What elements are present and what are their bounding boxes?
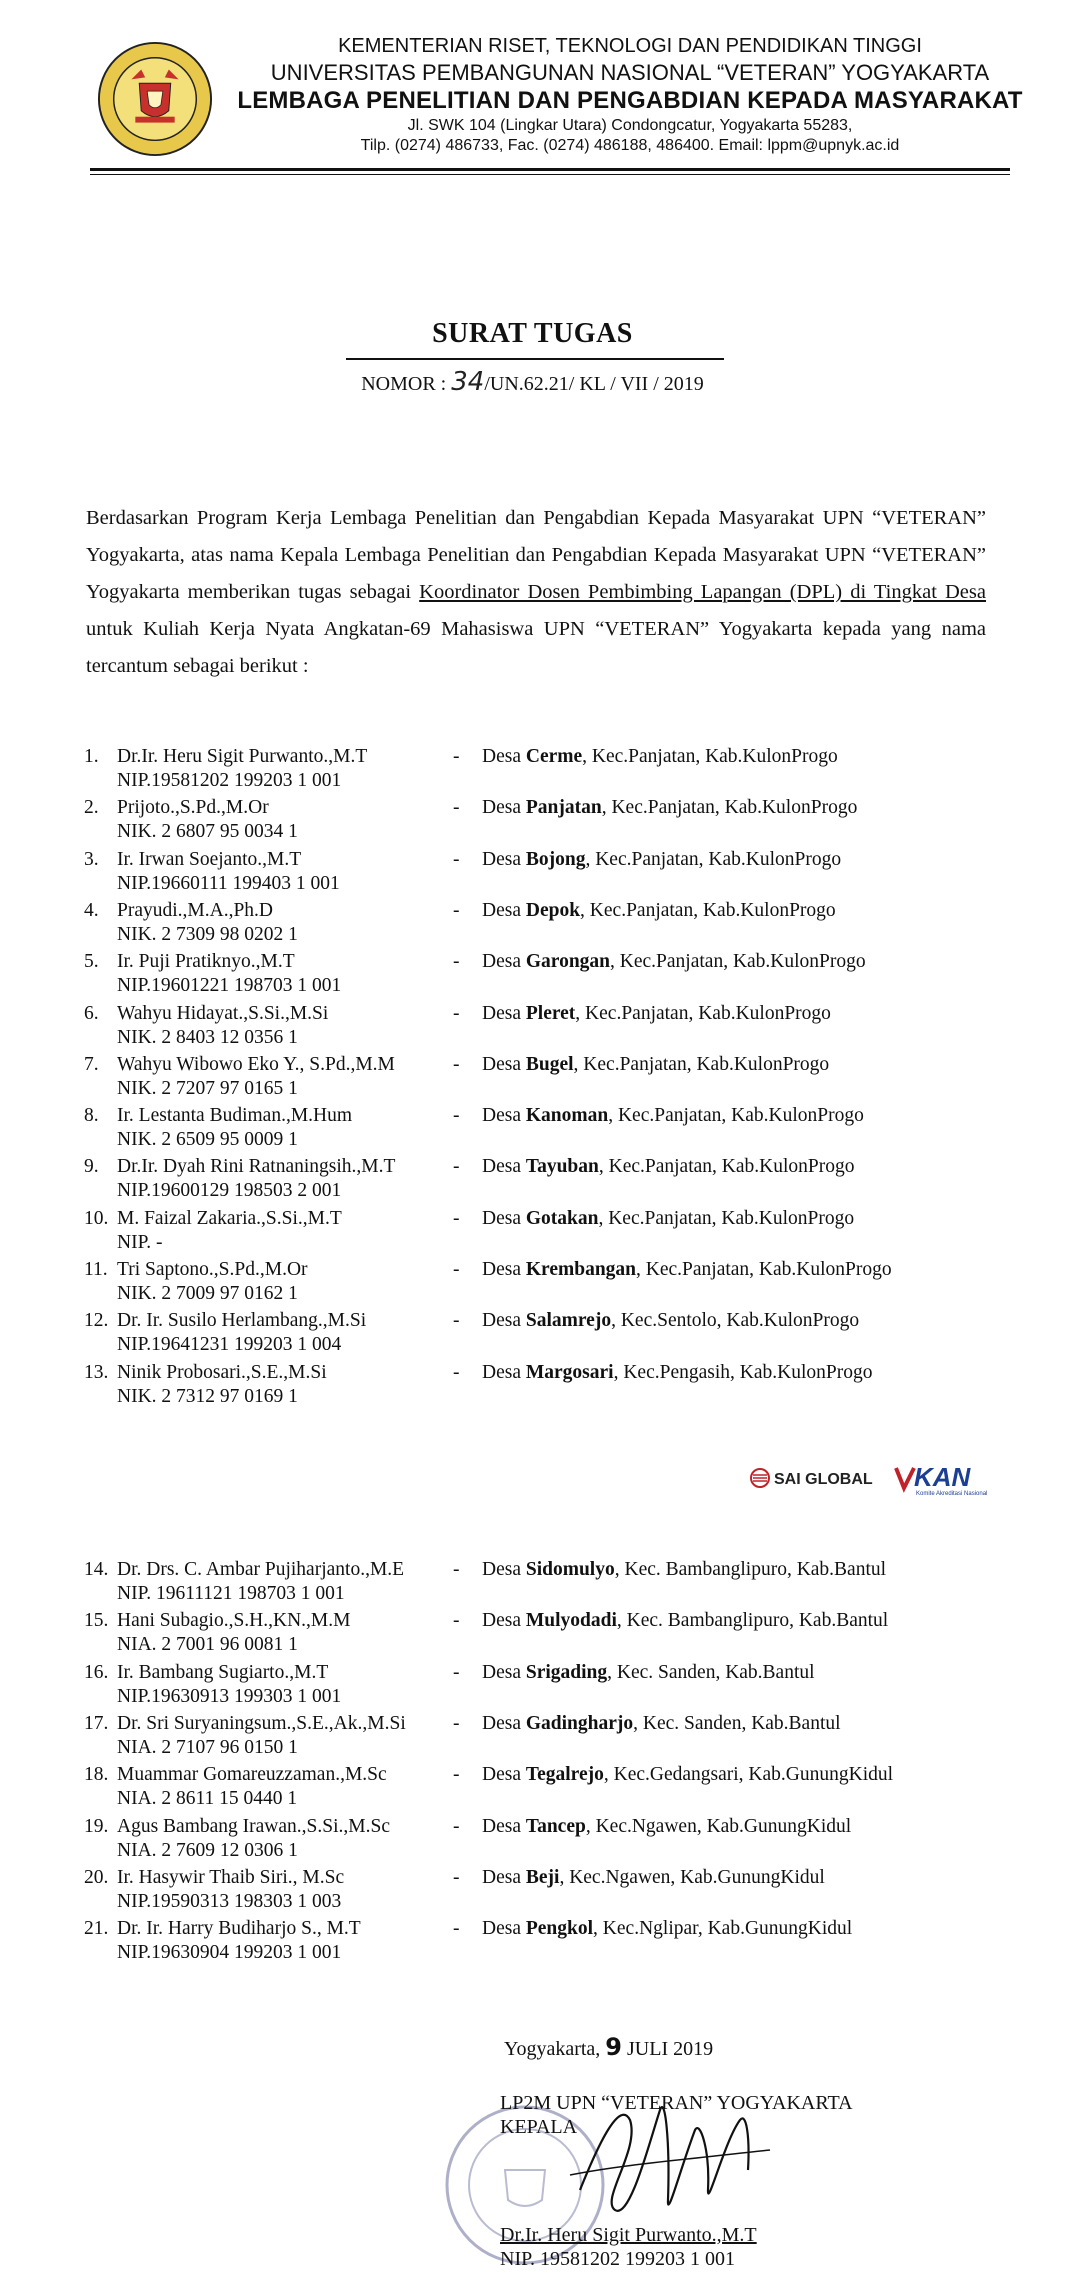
separator: -: [453, 1712, 460, 1734]
village-location: , Kec.Ngawen, Kab.GunungKidul: [585, 1815, 852, 1837]
lecturer-id: NIK. 2 7009 97 0162 1: [117, 1283, 298, 1304]
separator: -: [453, 1918, 460, 1940]
item-number: 21.: [84, 1918, 109, 1940]
list-item: [0, 899, 1065, 951]
lecturer-name: M. Faizal Zakaria.,S.Si.,M.T: [117, 1207, 342, 1229]
village-name: Bojong: [525, 848, 586, 870]
lecturer-id: NIK. 2 6807 95 0034 1: [117, 821, 298, 843]
certification-logos: [748, 1458, 993, 1498]
village-name: Gotakan: [525, 1207, 599, 1229]
separator: -: [453, 746, 460, 767]
item-number: 18.: [84, 1764, 109, 1786]
village-name: Pengkol: [525, 1918, 594, 1940]
list-item: [0, 1763, 1065, 1815]
lecturer-name: Ir. Puji Pratiknyo.,M.T: [117, 951, 295, 973]
lecturer-id: NIA. 2 7609 12 0306 1: [117, 1839, 298, 1861]
handwritten-signature: [560, 2080, 790, 2230]
item-number: 1.: [84, 746, 99, 767]
list-item: [0, 1309, 1065, 1361]
village-name: Pleret: [525, 1002, 576, 1024]
separator: -: [453, 1559, 460, 1580]
lecturer-name: Dr. Ir. Harry Budiharjo S., M.T: [117, 1918, 361, 1940]
village-name: Panjatan: [525, 797, 602, 819]
university-logo: [96, 40, 214, 158]
item-number: 16.: [84, 1661, 109, 1683]
village-location: , Kec.Pengasih, Kab.KulonProgo: [613, 1361, 873, 1383]
village-location: , Kec. Bambanglipuro, Kab.Bantul: [614, 1559, 887, 1580]
list-item: [0, 1002, 1065, 1054]
village-location: , Kec.Panjatan, Kab.KulonProgo: [601, 797, 858, 819]
village-assignment: Desa Beji, Kec.Ngawen, Kab.GunungKidul: [482, 1866, 825, 1888]
lecturer-name: Dr. Sri Suryaningsum.,S.E.,Ak.,M.Si: [117, 1712, 406, 1734]
village-name: Tayuban: [525, 1156, 599, 1178]
village-name: Salamrejo: [525, 1310, 612, 1332]
item-number: 5.: [84, 951, 99, 973]
lecturer-name: Ninik Probosari.,S.E.,M.Si: [117, 1361, 327, 1383]
village-location: , Kec.Panjatan, Kab.KulonProgo: [636, 1259, 892, 1280]
lecturer-id: NIA. 2 7001 96 0081 1: [117, 1634, 298, 1656]
separator: -: [453, 1259, 460, 1280]
letterhead-rule-thick: [90, 168, 1010, 171]
item-number: 13.: [84, 1361, 109, 1383]
village-assignment: Desa Margosari, Kec.Pengasih, Kab.KulonProgo: [482, 1361, 873, 1383]
item-number: 8.: [84, 1105, 99, 1127]
village-name: Mulyodadi: [525, 1610, 617, 1632]
village-location: , Kec. Bambanglipuro, Kab.Bantul: [616, 1610, 889, 1632]
village-assignment: Desa Salamrejo, Kec.Sentolo, Kab.KulonProgo: [482, 1310, 860, 1332]
address: Jl. SWK 104 (Lingkar Utara) Condongcatur, Yogyakarta 55283,: [407, 117, 853, 134]
list-item: [0, 1258, 1065, 1310]
separator: -: [453, 1361, 460, 1383]
list-item: [0, 1661, 1065, 1713]
item-number: 9.: [84, 1156, 99, 1178]
lecturer-name: Dr.Ir. Heru Sigit Purwanto.,M.T: [117, 746, 368, 767]
lecturer-id: NIP.19581202 199203 1 001: [117, 770, 342, 791]
lecturer-name: Agus Bambang Irawan.,S.Si.,M.Sc: [117, 1815, 390, 1837]
village-location: , Kec.Panjatan, Kab.KulonProgo: [585, 848, 842, 870]
item-number: 3.: [84, 848, 99, 870]
lecturer-name: Ir. Bambang Sugiarto.,M.T: [117, 1661, 329, 1683]
lecturer-id: NIP.19601221 198703 1 001: [117, 975, 342, 997]
sign-title: KEPALA: [500, 2116, 578, 2138]
list-item: [0, 950, 1065, 1002]
kan-subtitle: Komite Akreditasi Nasional: [916, 1491, 988, 1497]
village-name: Krembangan: [525, 1259, 637, 1280]
village-assignment: Desa Gotakan, Kec.Panjatan, Kab.KulonProgo: [482, 1207, 855, 1229]
village-location: , Kec. Sanden, Kab.Bantul: [607, 1661, 815, 1683]
village-location: , Kec.Nglipar, Kab.GunungKidul: [593, 1918, 853, 1940]
village-name: Tegalrejo: [525, 1764, 604, 1786]
lecturer-name: Ir. Lestanta Budiman.,M.Hum: [117, 1105, 353, 1127]
list-item: [0, 1361, 1065, 1413]
assignment-role: Koordinator Dosen Pembimbing Lapangan (DPL) di Tingkat Desa: [419, 581, 986, 603]
separator: -: [453, 1764, 460, 1786]
separator: -: [453, 951, 460, 973]
letterhead-text: [230, 34, 1030, 156]
list-item: [0, 1207, 1065, 1259]
separator: -: [453, 848, 460, 870]
village-name: Beji: [525, 1866, 560, 1888]
lecturer-name: Ir. Hasywir Thaib Siri., M.Sc: [117, 1866, 345, 1888]
list-item: [0, 1053, 1065, 1105]
lecturer-name: Dr.Ir. Dyah Rini Ratnaningsih.,M.T: [117, 1156, 396, 1178]
title-underline: [346, 358, 724, 360]
lecturer-id: NIP.19630904 199203 1 001: [117, 1942, 342, 1964]
village-name: Srigading: [525, 1661, 608, 1683]
letterhead: [0, 0, 1065, 180]
item-number: 19.: [84, 1815, 109, 1837]
separator: -: [453, 1002, 460, 1024]
list-item: [0, 848, 1065, 900]
village-location: , Kec. Sanden, Kab.Bantul: [633, 1712, 841, 1734]
item-number: 12.: [84, 1310, 109, 1332]
item-number: 6.: [84, 1002, 99, 1024]
village-assignment: Desa Bojong, Kec.Panjatan, Kab.KulonProgo: [482, 848, 842, 870]
village-location: , Kec.Ngawen, Kab.GunungKidul: [559, 1866, 825, 1888]
separator: -: [453, 1105, 460, 1127]
village-location: , Kec.Panjatan, Kab.KulonProgo: [598, 1207, 855, 1229]
separator: -: [453, 797, 460, 819]
lecturer-id: NIP.19641231 199203 1 004: [117, 1334, 342, 1356]
letter-number-handwritten: 34: [451, 367, 485, 397]
document-title: SURAT TUGAS: [432, 318, 633, 349]
list-item: [0, 745, 1065, 797]
separator: -: [453, 899, 460, 921]
separator: -: [453, 1310, 460, 1332]
item-number: 4.: [84, 899, 99, 921]
village-name: Gadingharjo: [525, 1712, 634, 1734]
lecturer-id: NIA. 2 8611 15 0440 1: [117, 1788, 298, 1810]
village-location: , Kec.Panjatan, Kab.KulonProgo: [575, 1002, 831, 1024]
village-name: Kanoman: [525, 1105, 609, 1127]
university-name: UNIVERSITAS PEMBANGUNAN NASIONAL “VETERAN” YOGYAKARTA: [270, 60, 990, 85]
village-assignment: Desa Kanoman, Kec.Panjatan, Kab.KulonProgo: [482, 1105, 864, 1127]
lecturer-name: Ir. Irwan Soejanto.,M.T: [117, 848, 302, 870]
village-location: , Kec.Panjatan, Kab.KulonProgo: [580, 899, 836, 921]
separator: -: [453, 1866, 460, 1888]
lecturer-name: Wahyu Hidayat.,S.Si.,M.Si: [117, 1002, 329, 1024]
lecturer-name: Tri Saptono.,S.Pd.,M.Or: [117, 1259, 308, 1280]
lecturer-name: Prijoto.,S.Pd.,M.Or: [117, 797, 269, 819]
lecturer-id: NIK. 2 6509 95 0009 1: [117, 1129, 298, 1151]
list-item: [0, 1917, 1065, 1969]
lecturer-id: NIA. 2 7107 96 0150 1: [117, 1736, 298, 1758]
item-number: 7.: [84, 1053, 99, 1075]
letter-number-prefix: NOMOR :: [361, 373, 452, 395]
sign-organization: LP2M UPN “VETERAN” YOGYAKARTA: [500, 2092, 853, 2114]
village-assignment: Desa Depok, Kec.Panjatan, Kab.KulonProgo: [482, 899, 836, 921]
village-assignment: Desa Panjatan, Kec.Panjatan, Kab.KulonProgo: [482, 797, 858, 819]
separator: -: [453, 1156, 460, 1178]
intro-paragraph: Berdasarkan Program Kerja Lembaga Penelitian dan Pengabdian Kepada Masyarakat UPN “VETERAN” Yogyakarta, atas nama Kepala Lembaga Penelitian dan Pengabdian Kepada Masyarakat UPN “VETERAN” Yogyakarta memberikan tugas sebagai Koordinator Dosen Pembimbing Lapangan (DPL) di Tingkat Desa untuk Kuliah Kerja Nyata Angkatan-69 Mahasiswa UPN “VETERAN” Yogyakarta kepada yang nama tercantum sebagai berikut :: [86, 507, 986, 677]
lecturer-name: Dr. Ir. Susilo Herlambang.,M.Si: [117, 1310, 367, 1332]
lecturer-id: NIP.19630913 199303 1 001: [117, 1685, 342, 1707]
kan-logo: [896, 1462, 987, 1497]
village-assignment: Desa Garongan, Kec.Panjatan, Kab.KulonProgo: [482, 951, 866, 973]
list-item: [0, 796, 1065, 848]
village-assignment: Desa Sidomulyo, Kec. Bambanglipuro, Kab.Bantul: [482, 1559, 887, 1580]
ministry-name: KEMENTERIAN RISET, TEKNOLOGI DAN PENDIDIKAN TINGGI: [338, 35, 922, 57]
list-item: [0, 1558, 1065, 1610]
kan-text: KAN: [914, 1462, 971, 1492]
lecturer-name: Hani Subagio.,S.H.,KN.,M.M: [117, 1610, 351, 1632]
separator: -: [453, 1661, 460, 1683]
list-item: [0, 1712, 1065, 1764]
signatory-name: Dr.Ir. Heru Sigit Purwanto.,M.T: [500, 2224, 757, 2246]
signatory-nip: NIP. 19581202 199203 1 001: [500, 2248, 736, 2270]
lecturer-name: Dr. Drs. C. Ambar Pujiharjanto.,M.E: [117, 1559, 405, 1580]
village-assignment: Desa Tayuban, Kec.Panjatan, Kab.KulonProgo: [482, 1156, 855, 1178]
sai-global-text: SAI GLOBAL: [774, 1471, 873, 1488]
lecturer-id: NIK. 2 7312 97 0169 1: [117, 1385, 298, 1407]
list-item: [0, 1609, 1065, 1661]
item-number: 20.: [84, 1866, 109, 1888]
item-number: 10.: [84, 1207, 109, 1229]
village-assignment: Desa Tancep, Kec.Ngawen, Kab.GunungKidul: [482, 1815, 852, 1837]
village-location: , Kec.Panjatan, Kab.KulonProgo: [573, 1053, 830, 1075]
lecturer-name: Muammar Gomareuzzaman.,M.Sc: [117, 1764, 387, 1786]
village-assignment: Desa Gadingharjo, Kec. Sanden, Kab.Bantul: [482, 1712, 841, 1734]
list-item: [0, 1815, 1065, 1867]
item-number: 14.: [84, 1559, 109, 1580]
institute-name: LEMBAGA PENELITIAN DAN PENGABDIAN KEPADA MASYARAKAT: [237, 87, 1023, 114]
letter-number-suffix: /UN.62.21/ KL / VII / 2019: [484, 373, 704, 395]
village-assignment: Desa Cerme, Kec.Panjatan, Kab.KulonProgo: [482, 746, 838, 767]
separator: -: [453, 1207, 460, 1229]
village-assignment: Desa Mulyodadi, Kec. Bambanglipuro, Kab.Bantul: [482, 1610, 889, 1632]
item-number: 15.: [84, 1610, 109, 1632]
item-number: 11.: [84, 1259, 108, 1280]
list-item: [0, 1104, 1065, 1156]
separator: -: [453, 1053, 460, 1075]
village-name: Garongan: [525, 951, 611, 973]
separator: -: [453, 1610, 460, 1632]
item-number: 2.: [84, 797, 99, 819]
sign-place-date: Yogyakarta, 9 JULI 2019: [504, 2033, 714, 2061]
lecturer-id: NIP. -: [117, 1231, 163, 1253]
lecturer-id: NIP.19590313 198303 1 003: [117, 1890, 342, 1912]
sign-day-handwritten: 9: [605, 2033, 622, 2061]
village-assignment: Desa Pengkol, Kec.Nglipar, Kab.GunungKidul: [482, 1918, 853, 1940]
lecturer-id: NIP.19660111 199403 1 001: [117, 872, 340, 894]
sai-global-logo: [751, 1469, 873, 1488]
lecturer-id: NIP. 19611121 198703 1 001: [117, 1583, 345, 1604]
village-location: , Kec.Sentolo, Kab.KulonProgo: [611, 1310, 860, 1332]
village-location: , Kec.Panjatan, Kab.KulonProgo: [610, 951, 866, 973]
village-assignment: Desa Krembangan, Kec.Panjatan, Kab.KulonProgo: [482, 1259, 892, 1280]
village-location: , Kec.Gedangsari, Kab.GunungKidul: [603, 1764, 894, 1786]
lecturer-id: NIP.19600129 198503 2 001: [117, 1180, 342, 1202]
village-assignment: Desa Srigading, Kec. Sanden, Kab.Bantul: [482, 1661, 815, 1683]
lecturer-name: Prayudi.,M.A.,Ph.D: [117, 899, 274, 921]
village-name: Depok: [525, 899, 581, 921]
lecturer-id: NIK. 2 7309 98 0202 1: [117, 923, 298, 945]
lecturer-id: NIK. 2 7207 97 0165 1: [117, 1077, 298, 1099]
item-number: 17.: [84, 1712, 109, 1734]
village-location: , Kec.Panjatan, Kab.KulonProgo: [582, 746, 838, 767]
village-assignment: Desa Pleret, Kec.Panjatan, Kab.KulonProgo: [482, 1002, 831, 1024]
lecturer-id: NIK. 2 8403 12 0356 1: [117, 1026, 298, 1048]
village-name: Tancep: [525, 1815, 586, 1837]
village-name: Margosari: [525, 1361, 614, 1383]
village-name: Bugel: [525, 1053, 574, 1075]
letter-number: [0, 367, 1065, 397]
village-assignment: Desa Bugel, Kec.Panjatan, Kab.KulonProgo: [482, 1053, 830, 1075]
village-location: , Kec.Panjatan, Kab.KulonProgo: [598, 1156, 855, 1178]
separator: -: [453, 1815, 460, 1837]
contact: Tilp. (0274) 486733, Fac. (0274) 486188, 486400. Email: lppm@upnyk.ac.id: [360, 137, 900, 154]
list-item: [0, 1155, 1065, 1207]
village-assignment: Desa Tegalrejo, Kec.Gedangsari, Kab.GunungKidul: [482, 1764, 894, 1786]
village-name: Cerme: [525, 746, 583, 767]
letterhead-rule-thin: [90, 174, 1010, 175]
village-name: Sidomulyo: [525, 1559, 615, 1580]
list-item: [0, 1866, 1065, 1918]
lecturer-name: Wahyu Wibowo Eko Y., S.Pd.,M.M: [117, 1053, 395, 1075]
village-location: , Kec.Panjatan, Kab.KulonProgo: [608, 1105, 864, 1127]
